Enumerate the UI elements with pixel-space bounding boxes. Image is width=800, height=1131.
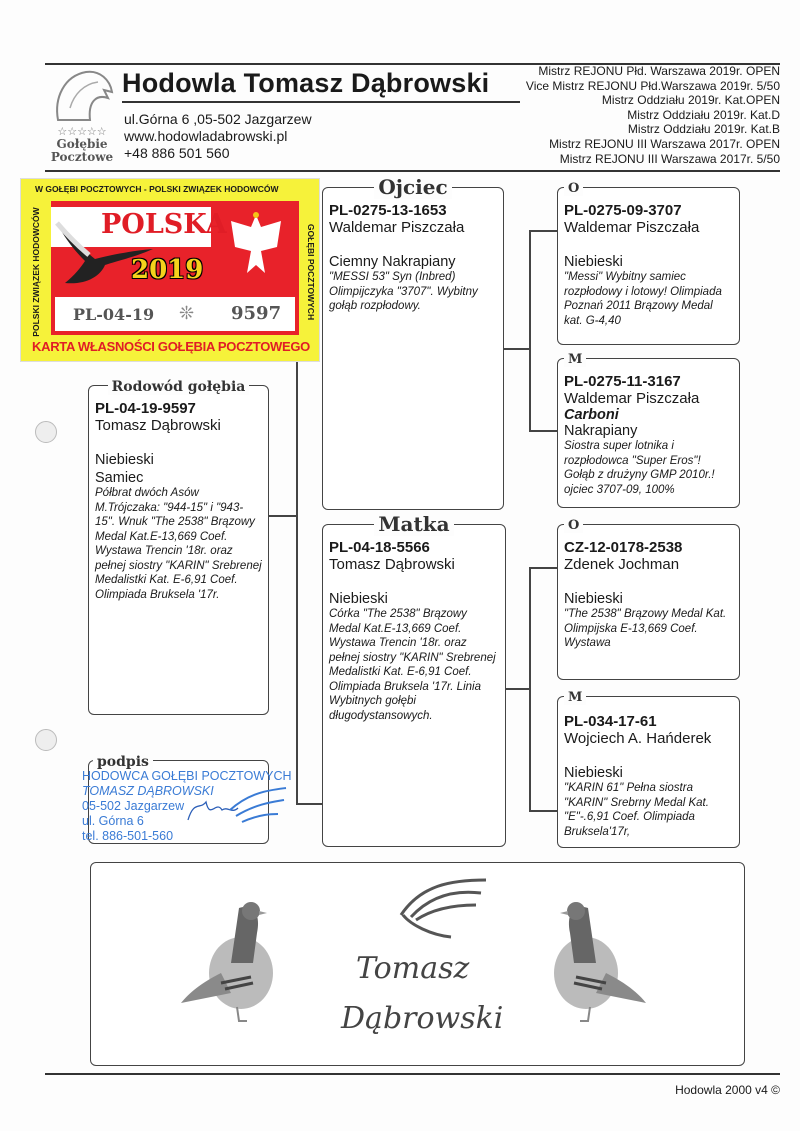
- maternal-grandfather-ring: CZ-12-0178-2538: [564, 539, 683, 556]
- paternal-grandfather-box: [557, 181, 740, 345]
- pigeon-image-left: [181, 893, 321, 1028]
- ownership-card: [20, 178, 320, 362]
- maternal-grandfather-description: "The 2538" Brązowy Medal Kat. Olimpijska E-13,669 Coef. Wystawa: [564, 608, 727, 649]
- card-border-text-right: GOŁĘBI POCZTOWYCH: [306, 223, 316, 321]
- card-border-text-left: POLSKI ZWIĄZEK HODOWCÓW: [31, 207, 41, 337]
- achievement: Mistrz Oddziału 2019r. Kat.OPEN: [601, 93, 780, 108]
- achievements-list: [526, 64, 780, 166]
- breeder-website[interactable]: www.hodowladabrowski.pl: [124, 128, 288, 144]
- father-box: [322, 175, 504, 510]
- paternal-grandmother-ring: PL-0275-11-3167: [564, 373, 681, 390]
- paternal-grandmother-description: Siostra super lotnika i rozpłodowca "Super Eros"! Gołąb z drużyny GMP 2010r.! ojciec 3707-09, 100%: [564, 440, 715, 496]
- maternal-grandfather-legend: O: [564, 518, 583, 533]
- father-legend: Ojciec: [374, 175, 451, 199]
- paternal-grandmother-color: Nakrapiany: [564, 423, 638, 439]
- achievement: Vice Mistrz REJONU Płd.Warszawa 2019r. 5/50: [525, 78, 780, 93]
- card-snowflake-icon: ❊: [179, 303, 195, 323]
- banner-last-name: Dąbrowski: [341, 1001, 504, 1036]
- maternal-grandmother-description: "KARIN 61" Pełna siostra "KARIN" Srebrny Medal Kat. "E"-.6,91 Coef. Olimpiada Bruksela'17r,: [564, 782, 709, 838]
- subject-sex: Samiec: [95, 470, 144, 486]
- paternal-grandmother-box: [557, 352, 740, 508]
- subject-legend: Rodowód gołębia: [108, 379, 250, 395]
- card-ring-number: 9597: [231, 303, 282, 324]
- eagle-logo-icon: [50, 68, 114, 122]
- subject-color: Niebieski: [95, 452, 154, 468]
- paternal-grandfather-ring: PL-0275-09-3707: [564, 202, 682, 219]
- father-color: Ciemny Nakrapiany: [329, 254, 456, 270]
- maternal-grandmother-color: Niebieski: [564, 765, 623, 781]
- connector-line: [296, 355, 298, 804]
- subject-owner: Tomasz Dąbrowski: [95, 417, 221, 434]
- connector-line: [529, 567, 531, 811]
- achievement: Mistrz Oddziału 2019r. Kat.D: [627, 107, 780, 122]
- handwritten-signature-icon: [180, 780, 290, 840]
- dove-logo-icon: [391, 875, 491, 945]
- pigeon-image-right: [506, 893, 646, 1028]
- maternal-grandfather-owner: Zdenek Jochman: [564, 556, 680, 573]
- mother-description: Córka "The 2538" Brązowy Medal Kat.E-13,669 Coef. Wystawa Trencin '18r. oraz pełnej siostry "KARIN" Srebrenej Medalistki Kat. E-6,91 Coef. Olimpiada Bruksela '17r. Linia Wybitnych gołębi długodystansowych.: [329, 608, 496, 722]
- logo-text-line2: Pocztowe: [50, 150, 114, 164]
- header-bottom-rule: [45, 170, 780, 172]
- mother-owner: Tomasz Dąbrowski: [329, 556, 455, 573]
- stamp-line: TOMASZ DĄBROWSKI: [82, 784, 214, 798]
- stamp-line: tel. 886-501-560: [82, 829, 174, 843]
- connector-line: [505, 688, 530, 690]
- connector-line: [268, 515, 297, 517]
- paternal-grandfather-legend: O: [564, 181, 583, 196]
- father-ring: PL-0275-13-1653: [329, 202, 447, 219]
- connector-line: [529, 567, 557, 569]
- footer-version: Hodowla 2000 v4 ©: [675, 1083, 780, 1097]
- logo-text-line1: Gołębie: [56, 137, 108, 151]
- paternal-grandmother-legend: M: [564, 352, 586, 367]
- card-country: POLSKA: [101, 209, 227, 240]
- maternal-grandmother-box: [557, 690, 740, 848]
- card-year: 2019: [131, 255, 204, 285]
- mother-legend: Matka: [374, 512, 453, 536]
- paternal-grandfather-color: Niebieski: [564, 254, 623, 270]
- footer-rule: [45, 1073, 780, 1075]
- maternal-grandmother-ring: PL-034-17-61: [564, 713, 657, 730]
- connector-line: [529, 230, 531, 430]
- paternal-grandfather-owner: Waldemar Piszczała: [564, 219, 700, 236]
- mother-ring: PL-04-18-5566: [329, 539, 430, 556]
- connector-line: [529, 430, 557, 432]
- polish-eagle-icon: [221, 207, 291, 287]
- pigeon-icon: [55, 221, 135, 287]
- signature-legend: podpis: [93, 754, 153, 770]
- banner-first-name: Tomasz: [356, 951, 470, 986]
- subject-ring: PL-04-19-9597: [95, 400, 196, 417]
- paternal-grandfather-description: "Messi" Wybitny samiec rozpłodowy i lotowy! Olimpiada Poznań 2011 Brązowy Medal kat. G-4,40: [564, 271, 722, 327]
- card-red-panel: [51, 201, 299, 335]
- card-footer: KARTA WŁASNOŚCI GOŁĘBIA POCZTOWEGO: [32, 339, 310, 354]
- connector-line: [503, 348, 530, 350]
- card-border-text-top: W GOŁĘBI POCZTOWYCH - POLSKI ZWIĄZEK HODOWCÓW: [35, 184, 279, 194]
- paternal-grandmother-owner: Waldemar Piszczała: [564, 390, 700, 407]
- card-ring-prefix: PL-04-19: [73, 305, 155, 324]
- maternal-grandfather-color: Niebieski: [564, 591, 623, 607]
- achievement: Mistrz REJONU III Warszawa 2017r. 5/50: [559, 151, 780, 166]
- subject-description: Półbrat dwóch Asów M.Trójczaka: "944-15" i "943-15". Wnuk "The 2538" Brązowy Medal Kat.E-13,669 Coef. Wystawa Trencin '18r. oraz pełnej siostry "KARIN" Srebrenej Medalistki Kat. E-6,91 Coef. Olimpiada Bruksela '17r.: [95, 487, 262, 601]
- punch-hole: [35, 729, 57, 751]
- maternal-grandfather-box: [557, 518, 740, 680]
- breeder-logo: [44, 68, 120, 164]
- achievement: Mistrz Oddziału 2019r. Kat.B: [627, 122, 780, 137]
- breeder-address: ul.Górna 6 ,05-502 Jazgarzew: [124, 111, 312, 127]
- paternal-grandmother-name: Carboni: [564, 407, 619, 423]
- connector-line: [529, 230, 557, 232]
- subject-pigeon-box: [88, 379, 269, 715]
- father-description: "MESSI 53" Syn (Inbred) Olimpijczyka "3707". Wybitny gołąb rozpłodowy.: [329, 271, 478, 312]
- logo-stars: ☆☆☆☆☆: [57, 126, 107, 138]
- achievement: Mistrz REJONU Płd. Warszawa 2019r. OPEN: [538, 64, 780, 78]
- mother-box: [322, 512, 506, 847]
- breeder-title: Hodowla Tomasz Dąbrowski: [122, 68, 490, 98]
- breeder-phone: +48 886 501 560: [124, 145, 230, 161]
- maternal-grandmother-owner: Wojciech A. Hańderek: [564, 730, 712, 747]
- connector-line: [529, 810, 557, 812]
- stamp-line: HODOWCA GOŁĘBI POCZTOWYCH: [82, 769, 292, 783]
- achievement: Mistrz REJONU III Warszawa 2017r. OPEN: [549, 136, 780, 151]
- stamp-line: 05-502 Jazgarzew: [82, 799, 185, 813]
- maternal-grandmother-legend: M: [564, 690, 586, 705]
- stamp-line: ul. Górna 6: [82, 814, 144, 828]
- father-owner: Waldemar Piszczała: [329, 219, 465, 236]
- punch-hole: [35, 421, 57, 443]
- title-underline: [122, 101, 520, 103]
- mother-color: Niebieski: [329, 591, 388, 607]
- breeder-banner: [90, 862, 745, 1066]
